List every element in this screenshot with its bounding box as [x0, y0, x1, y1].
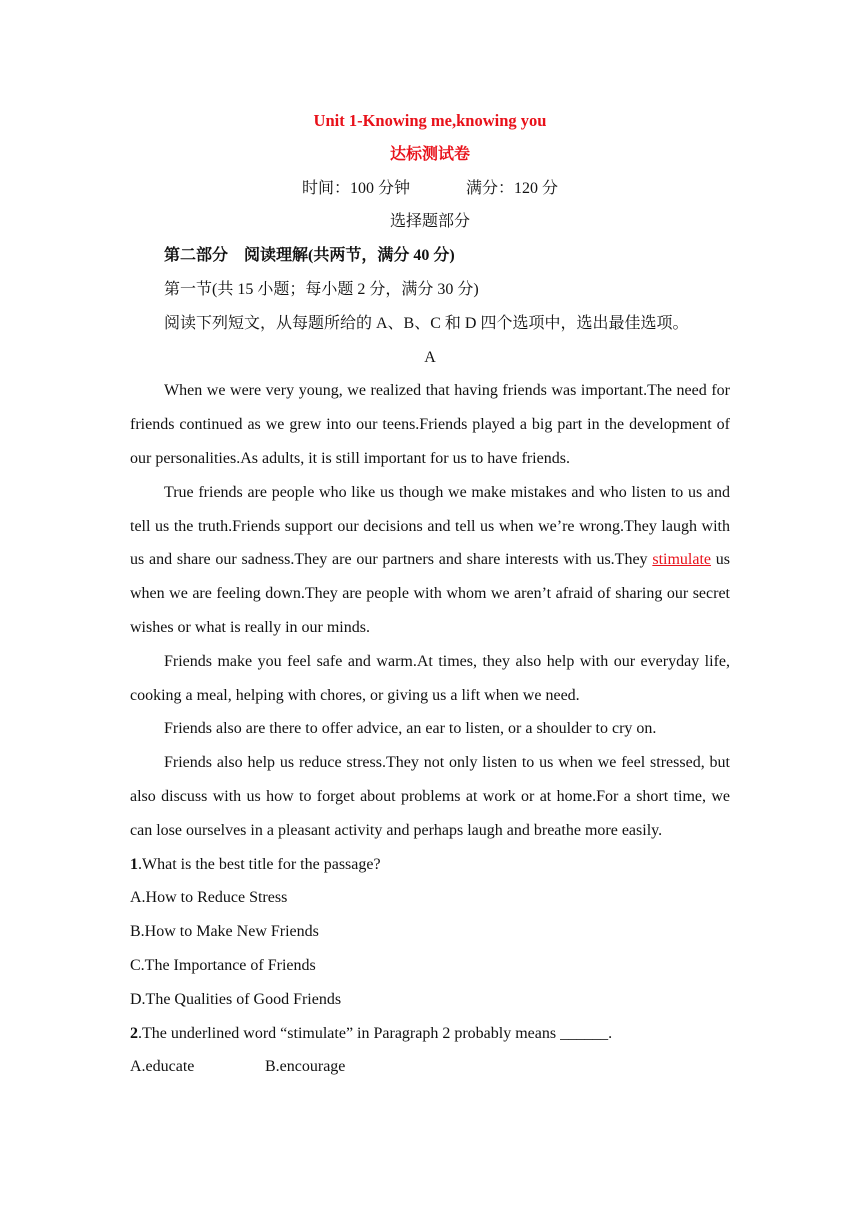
time-label: 时间：100 分钟: [301, 179, 410, 197]
passage-paragraph-2: [130, 476, 730, 645]
underlined-word: stimulate: [652, 551, 711, 569]
question-2-option-b: B.encourage: [265, 1058, 346, 1076]
question-2: [130, 1017, 730, 1051]
question-text: .The underlined word “stimulate” in Paragraph 2 probably means ______.: [138, 1024, 613, 1042]
document-content: [130, 104, 730, 1084]
part-heading: 第二部分 阅读理解(共两节，满分 40 分): [164, 247, 455, 265]
subsection-heading: 第一节(共 15 小题；每小题 2 分，满分 30 分): [164, 280, 479, 298]
test-title: 达标测试卷: [389, 145, 470, 163]
instruction-text: 阅读下列短文，从每题所给的 A、B、C 和 D 四个选项中，选出最佳选项。: [164, 314, 689, 332]
question-2-options: [130, 1050, 730, 1084]
score-label: 满分：120 分: [466, 179, 559, 197]
passage-paragraph-3: Friends make you feel safe and warm.At times, they also help with our everyday life, cooking a meal, helping with chores, or giving us a lift when we need.: [130, 652, 730, 704]
unit-title: Unit 1-Knowing me,knowing you: [313, 111, 547, 130]
exam-meta: [130, 172, 730, 206]
question-1-option-d: D.The Qualities of Good Friends: [130, 990, 342, 1008]
question-1-option-b: B.How to Make New Friends: [130, 923, 319, 941]
question-number: 1: [130, 855, 138, 873]
passage-label: A: [424, 348, 436, 366]
question-1-option-c: C.The Importance of Friends: [130, 956, 316, 974]
question-2-option-a: A.educate: [130, 1058, 195, 1076]
question-text: .What is the best title for the passage?: [138, 855, 381, 873]
question-number: 2: [130, 1024, 138, 1042]
paragraph-2-text-start: True friends are people who like us though we make mistakes and who listen to us and tell us the truth.Friends support our decisions and tell us when we’re wrong.They laugh with us and share our sadness.They are our partners and share interests with us.They: [130, 483, 730, 569]
paragraph-2-text-end: us when we are feeling down.They are people with whom we aren’t afraid of sharing our secret wishes or what is really in our minds.: [130, 551, 730, 636]
section-name: 选择题部分: [389, 213, 470, 231]
question-1-option-a: A.How to Reduce Stress: [130, 889, 288, 907]
question-1: [130, 848, 730, 882]
passage-paragraph-1: When we were very young, we realized that having friends was important.The need for friends continued as we grew into our teens.Friends played a big part in the development of our personalities.As adults, it is still important for us to have friends.: [130, 382, 730, 467]
passage-paragraph-5: Friends also help us reduce stress.They not only listen to us when we feel stressed, but also discuss with us how to forget about problems at work or at home.For a short time, we can lose ourselves in a pleasant activity and perhaps laugh and breathe more easily.: [130, 754, 730, 839]
passage-paragraph-4: Friends also are there to offer advice, an ear to listen, or a shoulder to cry on.: [164, 720, 657, 738]
